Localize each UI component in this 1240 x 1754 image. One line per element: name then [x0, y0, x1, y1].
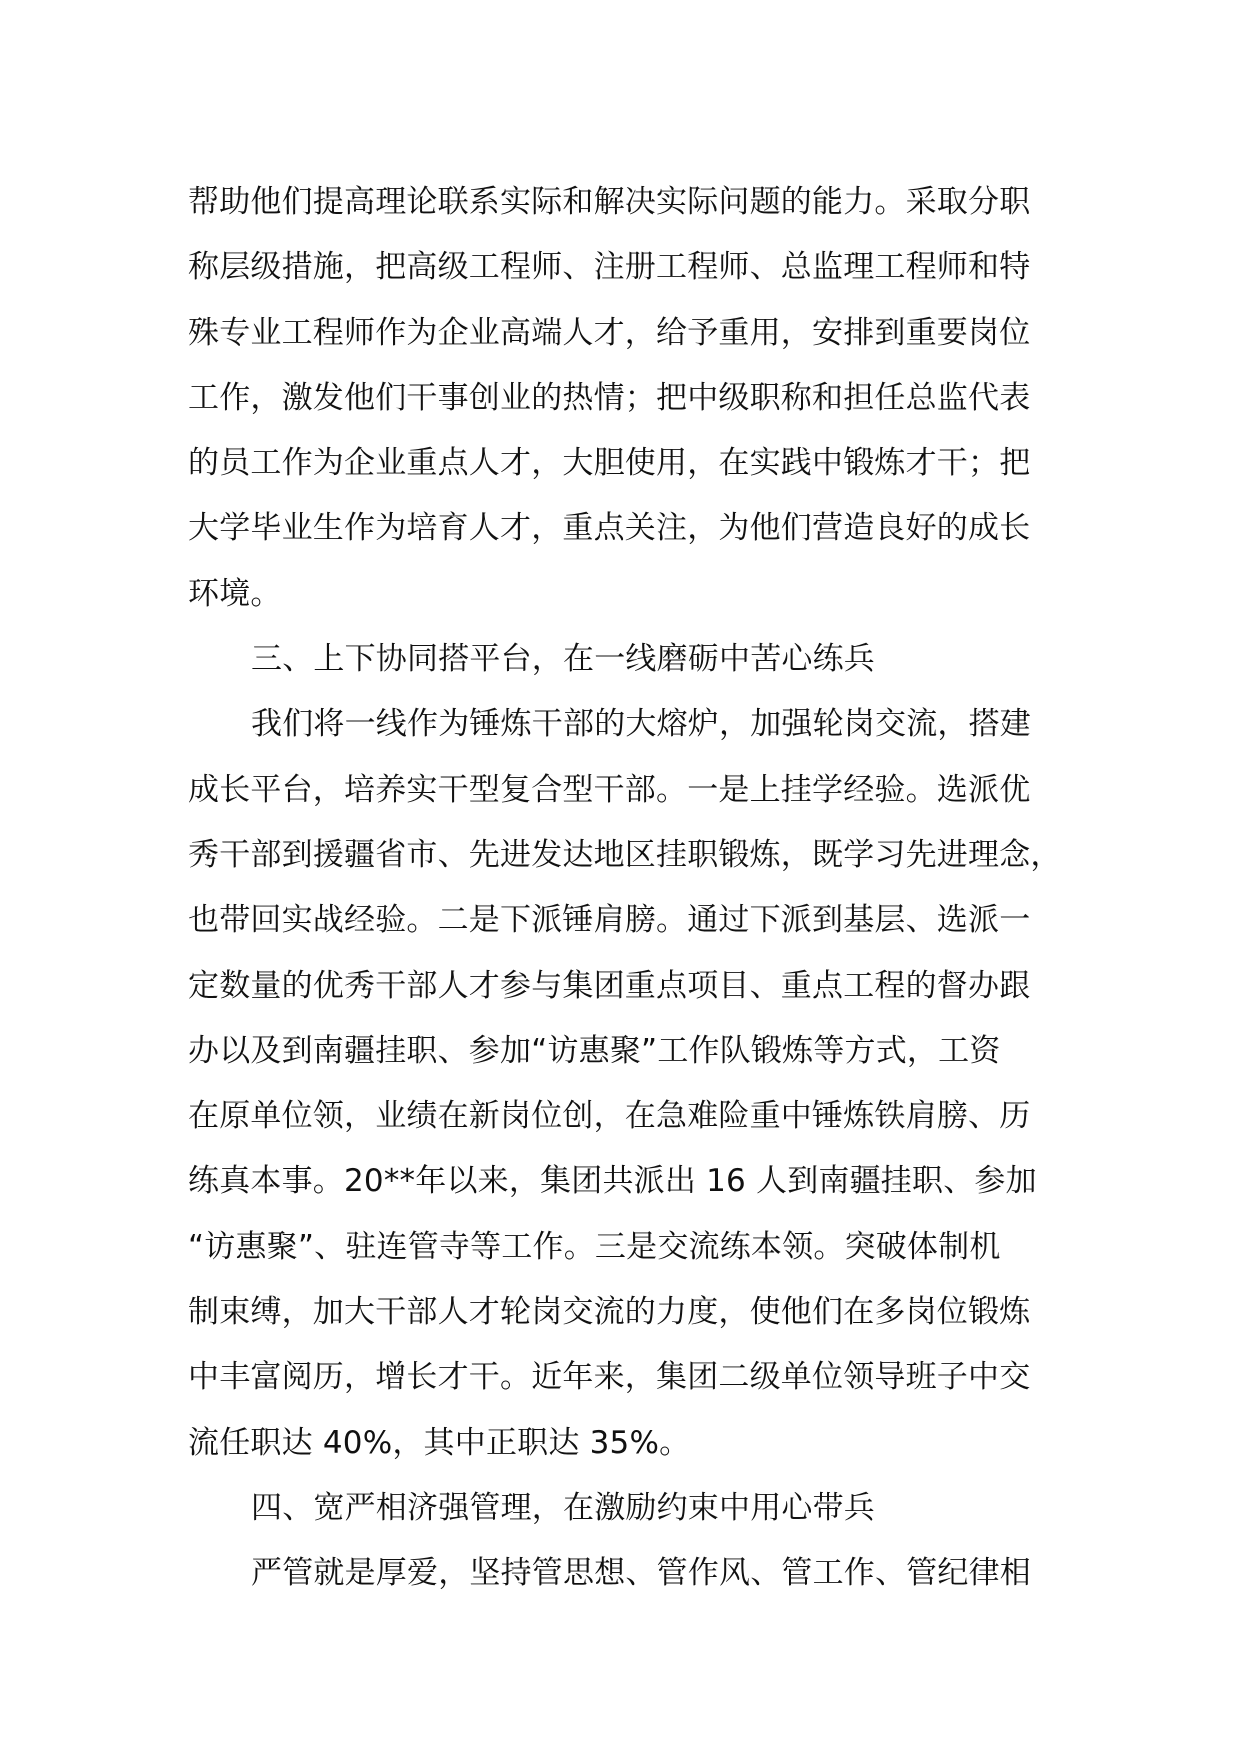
- text-line: 帮助他们提高理论联系实际和解决实际问题的能力。采取分职: [188, 184, 1031, 220]
- text-line: 也带回实战经验。二是下派锤肩膀。通过下派到基层、选派一: [188, 902, 1031, 939]
- text-line: 殊专业工程师作为企业高端人才，给予重用，安排到重要岗位: [188, 314, 1031, 351]
- text-line: 定数量的优秀干部人才参与集团重点项目、重点工程的督办跟: [188, 967, 1031, 1004]
- paragraph-start: 严管就是厚爱，坚持管思想、管作风、管工作、管纪律相: [251, 1555, 1031, 1592]
- text-line: 在原单位领，业绩在新岗位创，在急难险重中锤炼铁肩膀、历: [188, 1098, 1031, 1135]
- body-text: [188, 170, 1068, 1607]
- text-line: 工作，激发他们干事创业的热情；把中级职称和担任总监代表: [188, 379, 1031, 416]
- text-line: 练真本事。20**年以来，集团共派出 16 人到南疆挂职、参加: [188, 1163, 1037, 1200]
- text-line: 流任职达 40%，其中正职达 35%。: [188, 1424, 691, 1461]
- text-line: “访惠聚”、驻连管寺等工作。三是交流练本领。突破体制机: [188, 1228, 1001, 1265]
- text-line: 成长平台，培养实干型复合型干部。一是上挂学经验。选派优: [188, 771, 1031, 808]
- section-heading: 三、上下协同搭平台，在一线磨砺中苦心练兵: [251, 641, 875, 678]
- text-line: 称层级措施，把高级工程师、注册工程师、总监理工程师和特: [188, 249, 1031, 286]
- paragraph-start: 我们将一线作为锤炼干部的大熔炉，加强轮岗交流，搭建: [251, 706, 1031, 743]
- text-line: 秀干部到援疆省市、先进发达地区挂职锻炼，既学习先进理念，: [188, 836, 1062, 873]
- text-line: 制束缚，加大干部人才轮岗交流的力度，使他们在多岗位锻炼: [188, 1294, 1031, 1331]
- section-heading: 四、宽严相济强管理，在激励约束中用心带兵: [251, 1489, 875, 1526]
- text-line: 中丰富阅历，增长才干。近年来，集团二级单位领导班子中交: [188, 1359, 1031, 1396]
- text-line: 环境。: [188, 575, 282, 612]
- text-line: 办以及到南疆挂职、参加“访惠聚”工作队锻炼等方式，工资: [188, 1032, 1001, 1069]
- text-line: 的员工作为企业重点人才，大胆使用，在实践中锻炼才干；把: [188, 445, 1031, 482]
- text-line: 大学毕业生作为培育人才，重点关注，为他们营造良好的成长: [188, 510, 1031, 547]
